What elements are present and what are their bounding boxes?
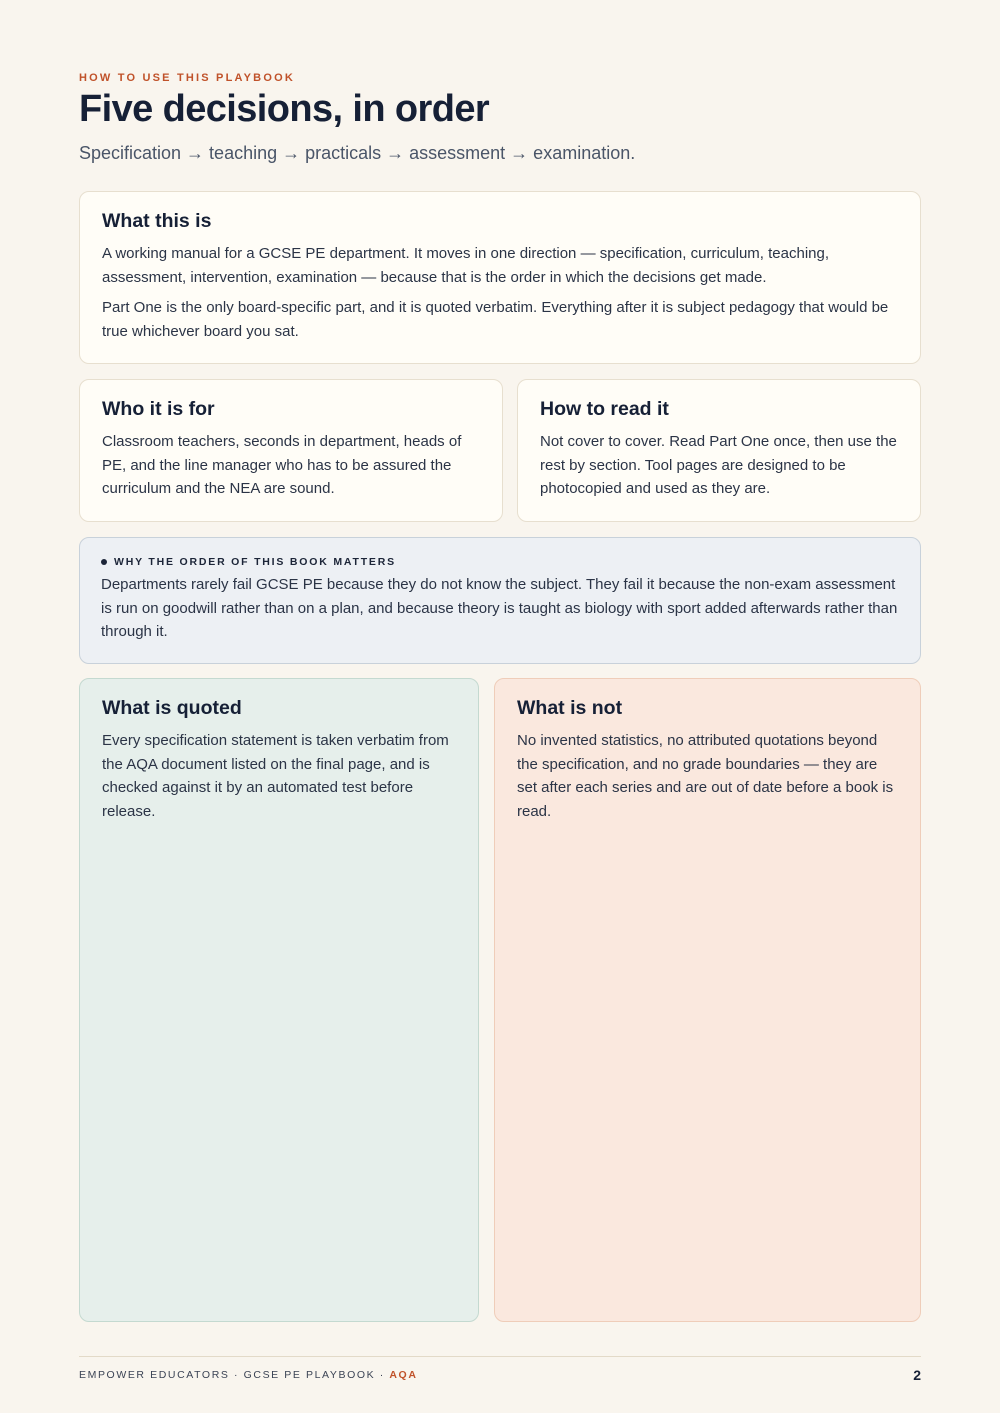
why-order-matters-callout [79,537,921,664]
who-it-is-for-heading: Who it is for [102,398,215,420]
what-is-quoted-card [79,678,479,1322]
page-subtitle: Specification → teaching → practicals → assessment → examination. [79,143,636,163]
how-to-read-it-heading: How to read it [540,398,669,420]
page-number: 2 [913,1367,921,1383]
what-is-quoted-heading: What is quoted [102,697,242,719]
what-is-not-card [494,678,921,1322]
page-title: Five decisions, in order [79,88,490,130]
what-this-is-card [79,191,921,364]
how-to-read-it-body: Not cover to cover. Read Part One once, then use the rest by section. Tool pages are designed to be photocopied and used as they are. [540,433,897,497]
callout-label-row [101,556,899,568]
section-eyebrow: HOW TO USE THIS PLAYBOOK [79,72,295,84]
what-this-is-paragraph-2: Part One is the only board-specific part, and it is quoted verbatim. Everything after it is subject pedagogy that would be true whichever board you sat. [102,299,889,340]
what-this-is-paragraph-1: A working manual for a GCSE PE department. It moves in one direction — specification, curriculum, teaching, assessment, intervention, examination — because that is the order in which the decisions get made. [102,245,830,286]
who-it-is-for-body: Classroom teachers, seconds in department, heads of PE, and the line manager who has to be assured the curriculum and the NEA are sound. [102,433,462,497]
bullet-dot-icon [101,559,107,565]
what-is-not-body: No invented statistics, no attributed quotations beyond the specification, and no grade boundaries — they are set after each series and are out of date before a book is read. [517,732,894,820]
what-is-not-heading: What is not [517,697,623,719]
callout-label: WHY THE ORDER OF THIS BOOK MATTERS [114,556,396,568]
what-is-quoted-body: Every specification statement is taken verbatim from the AQA document listed on the final page, and is checked against it by an automated test before release. [102,732,449,820]
callout-body: Departments rarely fail GCSE PE because they do not know the subject. They fail it because the non-exam assessment is run on goodwill rather than on a plan, and because theory is taught as biology with sport added afterwards rather than through it. [101,576,898,640]
what-this-is-heading: What this is [102,210,212,232]
footer-board-name: AQA [389,1369,418,1381]
how-to-read-it-card [517,379,921,522]
footer-divider [79,1356,921,1357]
playbook-page [79,0,921,1413]
who-it-is-for-card [79,379,503,522]
footer-title-text: EMPOWER EDUCATORS · GCSE PE PLAYBOOK · [79,1369,390,1381]
footer-running-title [79,1369,418,1381]
page-footer [79,1367,921,1383]
